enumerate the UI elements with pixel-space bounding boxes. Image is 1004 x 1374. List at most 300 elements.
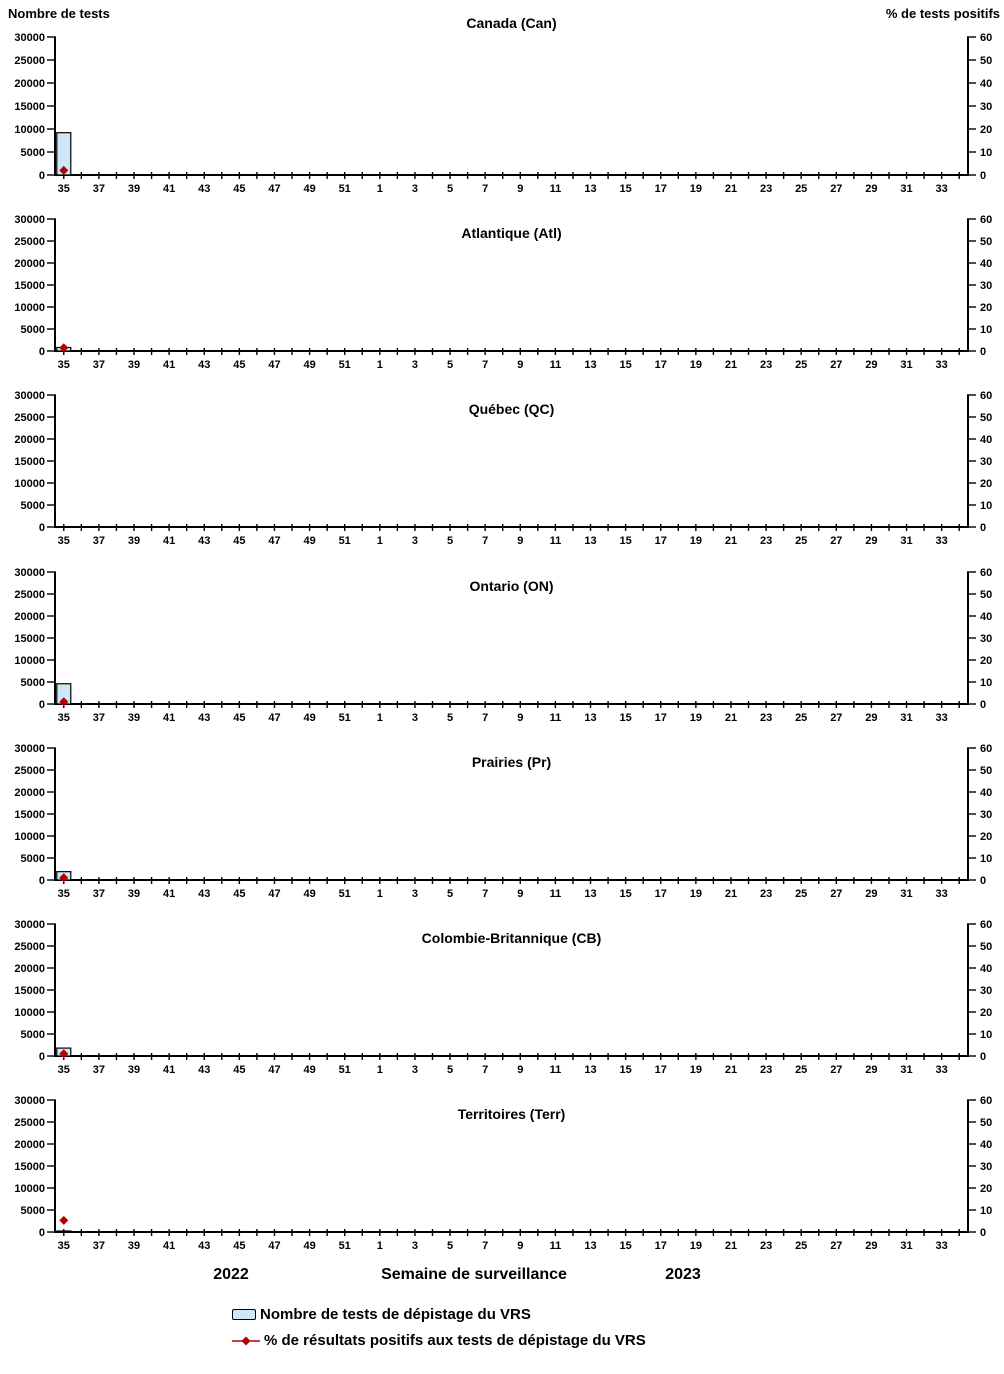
legend-item-tests: [232, 1306, 646, 1323]
x-tick-label: 45: [233, 535, 246, 547]
x-tick-label: 11: [549, 888, 562, 900]
x-tick-label: 19: [689, 1064, 702, 1076]
right-tick-label: 60: [980, 214, 993, 226]
left-tick-label: 10000: [14, 1183, 45, 1195]
x-tick-label: 15: [619, 535, 632, 547]
x-tick-label: 39: [127, 1064, 141, 1076]
x-tick-label: 37: [92, 1240, 106, 1252]
left-tick-label: 15000: [14, 633, 45, 645]
x-tick-label: 31: [900, 712, 913, 724]
right-tick-label: 0: [980, 1051, 987, 1063]
left-tick-label: 15000: [14, 280, 45, 292]
x-tick-label: 23: [759, 535, 773, 547]
right-tick-label: 30: [980, 985, 993, 997]
x-tick-label: 51: [338, 712, 351, 724]
x-tick-label: 15: [619, 888, 632, 900]
right-tick-label: 10: [980, 1205, 993, 1217]
right-tick-label: 60: [980, 743, 993, 755]
x-tick-label: 35: [57, 1064, 70, 1076]
x-tick-label: 27: [830, 183, 843, 195]
right-tick-label: 40: [980, 611, 993, 623]
panel-title: Territoires (Terr): [457, 1106, 566, 1122]
x-tick-label: 25: [795, 359, 808, 371]
right-tick-label: 60: [980, 567, 993, 579]
x-tick-label: 39: [127, 183, 141, 195]
x-tick-label: 41: [163, 359, 176, 371]
x-tick-label: 23: [759, 1240, 773, 1252]
x-tick-label: 25: [795, 1240, 808, 1252]
x-tick-label: 29: [865, 1064, 878, 1076]
panel-title: Québec (QC): [468, 401, 555, 417]
x-tick-label: 25: [795, 712, 808, 724]
x-tick-label: 1: [376, 183, 383, 195]
right-tick-label: 50: [980, 412, 993, 424]
x-tick-label: 47: [268, 712, 281, 724]
left-tick-label: 0: [38, 699, 45, 711]
left-tick-label: 30000: [14, 743, 45, 755]
x-tick-label: 5: [446, 183, 454, 195]
x-tick-label: 5: [446, 712, 454, 724]
left-tick-label: 5000: [20, 1029, 45, 1041]
x-tick-label: 33: [935, 359, 948, 371]
x-tick-label: 49: [303, 712, 316, 724]
x-tick-label: 31: [900, 888, 913, 900]
x-tick-label: 27: [830, 1240, 843, 1252]
left-tick-label: 5000: [20, 1205, 45, 1217]
left-tick-label: 5000: [20, 677, 45, 689]
x-tick-label: 47: [268, 183, 281, 195]
x-tick-label: 19: [689, 888, 702, 900]
right-tick-label: 50: [980, 765, 993, 777]
left-tick-label: 0: [38, 170, 45, 182]
x-tick-label: 3: [411, 183, 418, 195]
left-tick-label: 15000: [14, 456, 45, 468]
x-tick-label: 5: [446, 888, 454, 900]
x-tick-label: 9: [517, 359, 524, 371]
right-tick-label: 10: [980, 147, 993, 159]
right-tick-label: 0: [980, 1227, 987, 1239]
right-tick-label: 60: [980, 32, 993, 44]
x-tick-label: 9: [517, 888, 524, 900]
x-tick-label: 1: [376, 888, 383, 900]
x-tick-label: 19: [689, 183, 702, 195]
x-tick-label: 33: [935, 1064, 948, 1076]
chart-panel-canada-can: [14, 15, 992, 195]
left-tick-label: 0: [38, 1051, 45, 1063]
x-tick-label: 13: [584, 1064, 597, 1076]
x-tick-label: 45: [233, 1064, 246, 1076]
left-tick-label: 25000: [14, 55, 45, 67]
x-tick-label: 1: [376, 535, 383, 547]
x-tick-label: 49: [303, 888, 316, 900]
left-tick-label: 25000: [14, 765, 45, 777]
left-tick-label: 15000: [14, 101, 45, 113]
x-tick-label: 11: [549, 183, 562, 195]
legend-item-positivity: [232, 1332, 646, 1349]
x-tick-label: 3: [411, 359, 418, 371]
x-tick-label: 43: [198, 1240, 211, 1252]
x-tick-label: 1: [376, 359, 383, 371]
x-tick-label: 15: [619, 1240, 632, 1252]
bar-swatch-icon: [232, 1309, 256, 1320]
x-axis-year-2023: 2023: [665, 1266, 701, 1283]
x-tick-label: 1: [376, 1240, 383, 1252]
left-tick-label: 30000: [14, 32, 45, 44]
x-tick-label: 43: [198, 1064, 211, 1076]
x-tick-label: 5: [446, 1064, 454, 1076]
left-tick-label: 20000: [14, 963, 45, 975]
x-tick-label: 31: [900, 535, 913, 547]
x-tick-label: 5: [446, 359, 454, 371]
x-tick-label: 37: [92, 888, 106, 900]
right-tick-label: 0: [980, 522, 987, 534]
x-tick-label: 37: [92, 1064, 106, 1076]
left-tick-label: 30000: [14, 390, 45, 402]
x-tick-label: 41: [163, 888, 176, 900]
left-tick-label: 20000: [14, 1139, 45, 1151]
right-tick-label: 30: [980, 456, 993, 468]
x-tick-label: 9: [517, 1064, 524, 1076]
x-tick-label: 9: [517, 1240, 524, 1252]
left-tick-label: 30000: [14, 567, 45, 579]
chart-panel-colombie-britannique-cb: [14, 919, 992, 1076]
right-tick-label: 0: [980, 170, 987, 182]
x-tick-label: 13: [584, 888, 597, 900]
right-tick-label: 0: [980, 699, 987, 711]
x-tick-label: 29: [865, 183, 878, 195]
x-tick-label: 25: [795, 535, 808, 547]
x-tick-label: 29: [865, 535, 878, 547]
left-tick-label: 25000: [14, 236, 45, 248]
right-axis-title: % de tests positifs: [885, 6, 1000, 21]
panel-title: Canada (Can): [466, 15, 557, 31]
right-tick-label: 20: [980, 1183, 993, 1195]
chart-panel-quebec-qc: [14, 390, 992, 547]
x-tick-label: 27: [830, 1064, 843, 1076]
left-axis-title: Nombre de tests: [8, 6, 110, 21]
right-tick-label: 60: [980, 390, 993, 402]
x-tick-label: 33: [935, 183, 948, 195]
x-tick-label: 37: [92, 183, 106, 195]
x-tick-label: 35: [57, 359, 70, 371]
x-tick-label: 33: [935, 535, 948, 547]
right-tick-label: 20: [980, 478, 993, 490]
right-tick-label: 40: [980, 1139, 993, 1151]
x-tick-label: 37: [92, 535, 106, 547]
line-diamond-swatch-icon: [232, 1335, 260, 1347]
left-tick-label: 5000: [20, 324, 45, 336]
x-tick-label: 21: [724, 888, 738, 900]
x-tick-label: 7: [482, 712, 489, 724]
chart-panel-territoires-terr: [14, 1095, 992, 1252]
x-tick-label: 17: [654, 1064, 667, 1076]
x-tick-label: 39: [127, 1240, 141, 1252]
x-tick-label: 19: [689, 1240, 702, 1252]
x-tick-label: 49: [303, 183, 316, 195]
x-tick-label: 1: [376, 1064, 383, 1076]
x-tick-label: 19: [689, 535, 702, 547]
left-tick-label: 10000: [14, 124, 45, 136]
x-tick-label: 23: [759, 712, 773, 724]
x-tick-label: 35: [57, 888, 70, 900]
x-tick-label: 13: [584, 535, 597, 547]
x-tick-label: 17: [654, 1240, 667, 1252]
x-tick-label: 11: [549, 535, 562, 547]
x-tick-label: 3: [411, 1064, 418, 1076]
right-tick-label: 50: [980, 55, 993, 67]
x-tick-label: 49: [303, 1240, 316, 1252]
right-tick-label: 10: [980, 1029, 993, 1041]
x-tick-label: 43: [198, 359, 211, 371]
x-tick-label: 47: [268, 1064, 281, 1076]
x-tick-label: 11: [549, 1064, 562, 1076]
left-tick-label: 20000: [14, 787, 45, 799]
x-tick-label: 33: [935, 888, 948, 900]
x-tick-label: 31: [900, 1240, 913, 1252]
left-tick-label: 10000: [14, 302, 45, 314]
right-tick-label: 20: [980, 1007, 993, 1019]
right-tick-label: 0: [980, 346, 987, 358]
right-tick-label: 20: [980, 302, 993, 314]
x-tick-label: 7: [482, 183, 489, 195]
x-tick-label: 39: [127, 712, 141, 724]
left-tick-label: 5000: [20, 500, 45, 512]
x-tick-label: 3: [411, 712, 418, 724]
x-tick-label: 33: [935, 1240, 948, 1252]
x-tick-label: 25: [795, 183, 808, 195]
x-tick-label: 51: [338, 1240, 351, 1252]
x-axis-year-2022: 2022: [213, 1266, 249, 1283]
left-tick-label: 15000: [14, 809, 45, 821]
x-tick-label: 13: [584, 712, 597, 724]
right-tick-label: 40: [980, 78, 993, 90]
panel-title: Atlantique (Atl): [461, 225, 562, 241]
x-tick-label: 11: [549, 712, 562, 724]
x-tick-label: 47: [268, 359, 281, 371]
left-tick-label: 30000: [14, 919, 45, 931]
x-tick-label: 45: [233, 888, 246, 900]
x-tick-label: 21: [724, 1240, 738, 1252]
x-tick-label: 35: [57, 535, 70, 547]
x-tick-label: 15: [619, 359, 632, 371]
right-tick-label: 50: [980, 941, 993, 953]
x-tick-label: 15: [619, 183, 632, 195]
x-tick-label: 39: [127, 359, 141, 371]
right-tick-label: 60: [980, 919, 993, 931]
right-tick-label: 30: [980, 1161, 993, 1173]
x-tick-label: 13: [584, 359, 597, 371]
left-tick-label: 10000: [14, 655, 45, 667]
right-tick-label: 20: [980, 831, 993, 843]
chart-panel-ontario-on: [14, 567, 992, 724]
positivity-point: [59, 1216, 68, 1225]
left-tick-label: 0: [38, 346, 45, 358]
x-tick-label: 29: [865, 359, 878, 371]
x-tick-label: 41: [163, 1064, 176, 1076]
right-tick-label: 30: [980, 101, 993, 113]
right-tick-label: 10: [980, 324, 993, 336]
x-tick-label: 51: [338, 183, 351, 195]
x-tick-label: 7: [482, 359, 489, 371]
x-tick-label: 31: [900, 183, 913, 195]
panel-title: Colombie-Britannique (CB): [421, 930, 602, 946]
x-tick-label: 11: [549, 1240, 562, 1252]
right-tick-label: 30: [980, 809, 993, 821]
left-tick-label: 0: [38, 522, 45, 534]
x-tick-label: 7: [482, 888, 489, 900]
right-tick-label: 60: [980, 1095, 993, 1107]
left-tick-label: 10000: [14, 1007, 45, 1019]
x-tick-label: 29: [865, 1240, 878, 1252]
left-tick-label: 20000: [14, 258, 45, 270]
left-tick-label: 25000: [14, 1117, 45, 1129]
right-tick-label: 10: [980, 500, 993, 512]
x-tick-label: 9: [517, 712, 524, 724]
left-tick-label: 10000: [14, 478, 45, 490]
left-tick-label: 20000: [14, 78, 45, 90]
right-tick-label: 10: [980, 853, 993, 865]
chart-panel-atlantique-atl: [14, 214, 992, 371]
right-tick-label: 20: [980, 655, 993, 667]
x-tick-label: 51: [338, 359, 351, 371]
x-tick-label: 35: [57, 1240, 70, 1252]
tests-bar: [57, 1231, 71, 1232]
x-tick-label: 43: [198, 712, 211, 724]
x-tick-label: 11: [549, 359, 562, 371]
x-tick-label: 23: [759, 359, 773, 371]
x-tick-label: 43: [198, 888, 211, 900]
x-tick-label: 47: [268, 1240, 281, 1252]
x-tick-label: 37: [92, 712, 106, 724]
left-tick-label: 25000: [14, 941, 45, 953]
x-tick-label: 3: [411, 535, 418, 547]
left-tick-label: 10000: [14, 831, 45, 843]
x-tick-label: 47: [268, 535, 281, 547]
right-tick-label: 40: [980, 963, 993, 975]
legend-label-tests: Nombre de tests de dépistage du VRS: [260, 1306, 531, 1323]
x-tick-label: 23: [759, 888, 773, 900]
left-tick-label: 20000: [14, 434, 45, 446]
x-tick-label: 39: [127, 888, 141, 900]
left-tick-label: 5000: [20, 147, 45, 159]
x-tick-label: 31: [900, 359, 913, 371]
legend-label-positivity: % de résultats positifs aux tests de dépistage du VRS: [264, 1332, 646, 1349]
x-tick-label: 1: [376, 712, 383, 724]
x-tick-label: 45: [233, 1240, 246, 1252]
left-tick-label: 25000: [14, 412, 45, 424]
left-tick-label: 0: [38, 875, 45, 887]
x-tick-label: 25: [795, 888, 808, 900]
x-tick-label: 7: [482, 535, 489, 547]
x-tick-label: 45: [233, 712, 246, 724]
x-tick-label: 29: [865, 712, 878, 724]
x-tick-label: 7: [482, 1064, 489, 1076]
x-tick-label: 15: [619, 1064, 632, 1076]
x-tick-label: 27: [830, 359, 843, 371]
left-tick-label: 15000: [14, 1161, 45, 1173]
x-tick-label: 51: [338, 1064, 351, 1076]
x-tick-label: 9: [517, 183, 524, 195]
right-tick-label: 30: [980, 633, 993, 645]
x-tick-label: 49: [303, 535, 316, 547]
right-tick-label: 50: [980, 1117, 993, 1129]
right-tick-label: 50: [980, 589, 993, 601]
x-tick-label: 35: [57, 183, 70, 195]
x-tick-label: 17: [654, 535, 667, 547]
x-tick-label: 13: [584, 183, 597, 195]
x-tick-label: 23: [759, 183, 773, 195]
x-tick-label: 27: [830, 712, 843, 724]
x-tick-label: 21: [724, 1064, 738, 1076]
left-tick-label: 15000: [14, 985, 45, 997]
x-tick-label: 39: [127, 535, 141, 547]
x-tick-label: 27: [830, 888, 843, 900]
right-tick-label: 40: [980, 787, 993, 799]
x-tick-label: 31: [900, 1064, 913, 1076]
x-tick-label: 45: [233, 359, 246, 371]
x-tick-label: 17: [654, 712, 667, 724]
x-tick-label: 17: [654, 183, 667, 195]
x-tick-label: 15: [619, 712, 632, 724]
left-tick-label: 30000: [14, 214, 45, 226]
x-tick-label: 41: [163, 1240, 176, 1252]
x-tick-label: 25: [795, 1064, 808, 1076]
right-tick-label: 0: [980, 875, 987, 887]
x-tick-label: 17: [654, 888, 667, 900]
x-tick-label: 27: [830, 535, 843, 547]
x-tick-label: 43: [198, 183, 211, 195]
x-tick-label: 49: [303, 1064, 316, 1076]
x-tick-label: 41: [163, 535, 176, 547]
x-tick-label: 19: [689, 712, 702, 724]
x-tick-label: 47: [268, 888, 281, 900]
legend: [232, 1306, 646, 1349]
x-tick-label: 45: [233, 183, 246, 195]
x-tick-label: 51: [338, 535, 351, 547]
x-tick-label: 41: [163, 712, 176, 724]
left-tick-label: 0: [38, 1227, 45, 1239]
right-tick-label: 20: [980, 124, 993, 136]
left-tick-label: 25000: [14, 589, 45, 601]
x-tick-label: 37: [92, 359, 106, 371]
x-tick-label: 21: [724, 183, 738, 195]
left-tick-label: 30000: [14, 1095, 45, 1107]
x-tick-label: 35: [57, 712, 70, 724]
x-tick-label: 43: [198, 535, 211, 547]
x-tick-label: 23: [759, 1064, 773, 1076]
chart-panel-prairies-pr: [14, 743, 992, 900]
x-tick-label: 49: [303, 359, 316, 371]
right-tick-label: 40: [980, 258, 993, 270]
x-tick-label: 9: [517, 535, 524, 547]
right-tick-label: 50: [980, 236, 993, 248]
right-tick-label: 10: [980, 677, 993, 689]
x-tick-label: 13: [584, 1240, 597, 1252]
x-tick-label: 21: [724, 535, 738, 547]
x-tick-label: 21: [724, 712, 738, 724]
x-axis-title: Semaine de surveillance: [381, 1266, 567, 1283]
left-tick-label: 20000: [14, 611, 45, 623]
x-tick-label: 5: [446, 535, 454, 547]
x-tick-label: 3: [411, 888, 418, 900]
x-tick-label: 19: [689, 359, 702, 371]
x-tick-label: 5: [446, 1240, 454, 1252]
left-tick-label: 5000: [20, 853, 45, 865]
x-tick-label: 21: [724, 359, 738, 371]
x-tick-label: 7: [482, 1240, 489, 1252]
x-tick-label: 51: [338, 888, 351, 900]
x-tick-label: 41: [163, 183, 176, 195]
